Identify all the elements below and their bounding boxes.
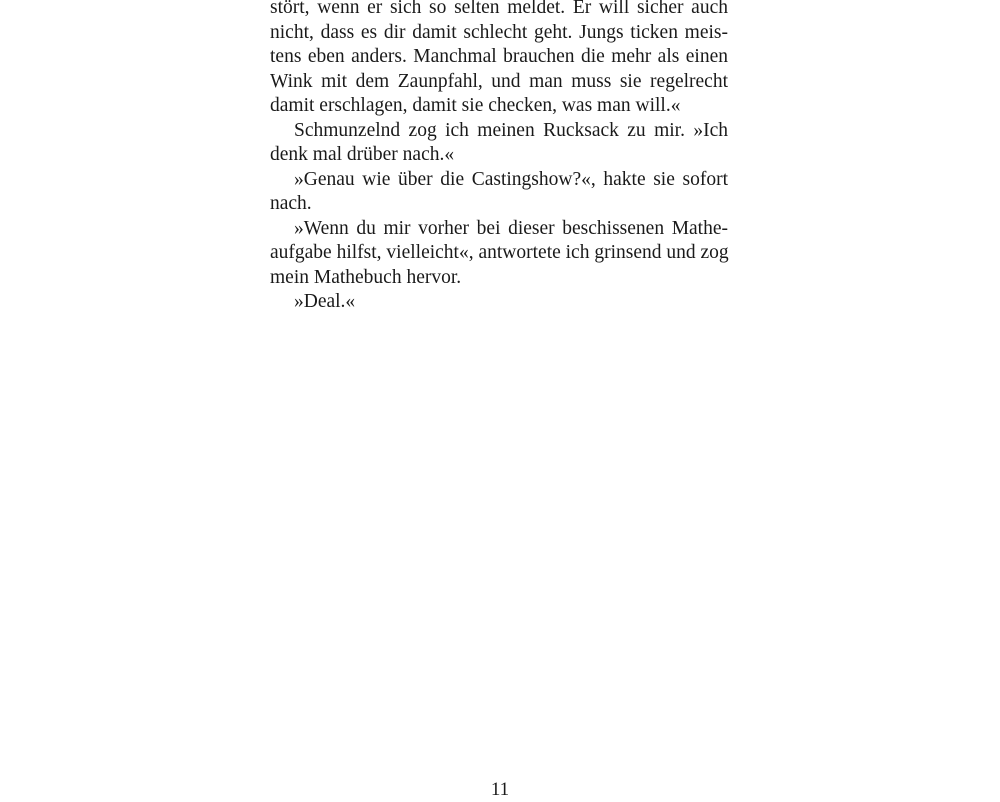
- text-line: stört, wenn er sich so selten meldet. Er will sicher auch: [270, 0, 728, 18]
- book-page-text: [270, 0, 728, 315]
- text-line: Wink mit dem Zaunpfahl, und man muss sie regelrecht: [270, 70, 728, 92]
- text-line: Schmunzelnd zog ich meinen Rucksack zu mir. »Ich: [294, 119, 728, 141]
- paragraph: [270, 290, 728, 315]
- text-line: »Deal.«: [294, 291, 356, 312]
- paragraph: [270, 0, 728, 119]
- text-line: damit erschlagen, damit sie checken, was man will.«: [270, 95, 681, 116]
- text-line: »Genau wie über die Castingshow?«, hakte sie sofort: [294, 168, 728, 190]
- text-line: mein Mathebuch hervor.: [270, 266, 462, 288]
- text-line: denk mal drüber nach.«: [270, 144, 455, 165]
- text-line: nicht, dass es dir damit schlecht geht. Jungs ticken meis-: [270, 21, 728, 43]
- text-line: aufgabe hilfst, vielleicht«, antwortete ich grinsend und zog: [270, 242, 729, 263]
- page-number: 11: [490, 779, 510, 800]
- paragraph: [270, 168, 728, 217]
- paragraph: [270, 217, 728, 291]
- text-line: tens eben anders. Manchmal brauchen die mehr als einen: [270, 46, 728, 67]
- text-line: »Wenn du mir vorher bei dieser beschissenen Mathe-: [294, 217, 728, 239]
- text-line: nach.: [270, 193, 312, 214]
- paragraph: [270, 119, 728, 168]
